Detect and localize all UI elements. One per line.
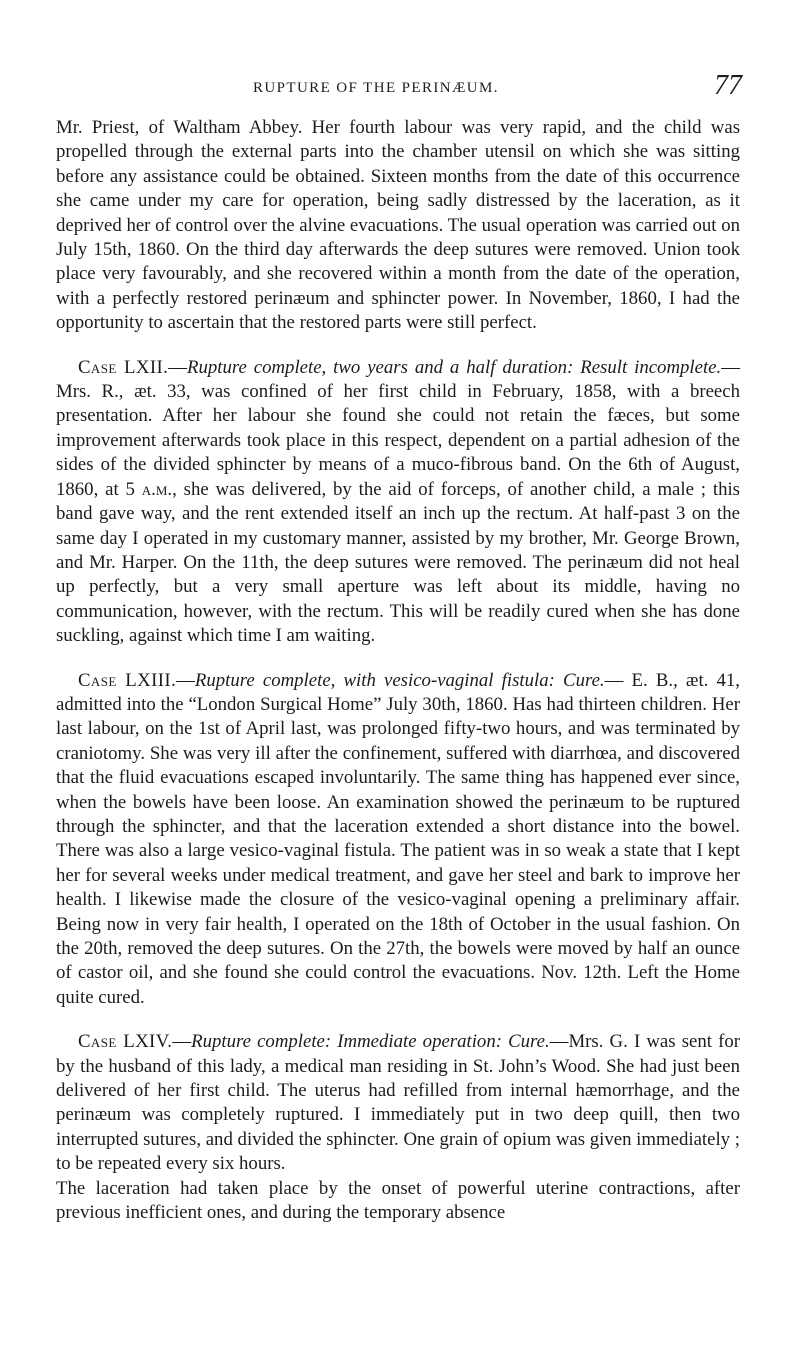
paragraph-case-lxiv [56,1030,740,1176]
case-body: —Mrs. G. I was sent for by the husband of this lady, a medical man residing in St. John’s Wood. She had just been delivered of her first child. The uterus had refilled from internal hæmorrhage, and the perinæum was completely ruptured. I immediately put in two deep quill, then two interrupted sutures, and divided the sphincter. One grain of opium was given immediately ; to be repeated every six hours. [56,1031,740,1175]
body-text [56,116,740,1225]
paragraph-case-lxi-continued: Mr. Priest, of Waltham Abbey. Her fourth labour was very rapid, and the child was propelled through the external parts into the chamber utensil on which she was sitting before any assistance could be obtained. Sixteen months from the date of this occurrence she came under my care for operation, being sadly distressed by the laceration, as it deprived her of control over the alvine evacuations. The usual operation was carried out on July 15th, 1860. On the third day afterwards the deep sutures were removed. Union took place very favourably, and she recovered within a month from the date of the operation, with a perfectly restored perinæum and sphincter power. In November, 1860, I had the opportunity to ascertain that the restored parts were still perfect. [56,117,740,334]
time-marker: a.m. [141,478,173,500]
case-body: — E. B., æt. 41, admitted into the “London Surgical Home” July 30th, 1860. Has had thirteen children. Her last labour, on the 1st of April last, was prolonged fifty-two hours, and was terminated by craniotomy. She was very ill after the confinement, suffered with diarrhœa, and discovered that the fluid evacuations escaped involuntarily. The same thing has happened ever since, when the bowels have been loose. An examination showed the perinæum to be ruptured through the sphincter, and that the laceration extended a short distance into the bowel. There was also a large vesico-vaginal fistula. The patient was in so weak a state that I kept her for several weeks under medical treatment, and gave her steel and bark to improve her health. I likewise made the closure of the vesico-vaginal opening a preliminary affair. Being now in very fair health, I operated on the 18th of October in the usual fashion. On the 20th, removed the deep sutures. On the 27th, the bowels were moved by half an ounce of castor oil, and she found she could control the evacuations. Nov. 12th. Left the Home quite cured. [56,669,740,1008]
dash: — [176,669,195,691]
paragraph-case-lxiii [56,669,740,1011]
dash: — [168,356,188,378]
case-label: Case LXIII. [78,669,177,691]
case-body-continued: , she was delivered, by the aid of forceps, of another child, a male ; this band gave way, and the rent extended itself an inch up the rectum. At half-past 3 on the same day I operated in my customary manner, assisted by my brother, Mr. George Brown, and Mr. Harper. On the 11th, the deep sutures were removed. The perinæum did not heal up perfectly, but a very small aperture was left about its middle, having no communication, however, with the rectum. This will be readily cured when she has done suckling, against which time I am waiting. [56,478,740,647]
page-number: 77 [714,70,742,101]
case-title: Rupture complete, with vesico-vaginal fistula: Cure. [194,669,605,691]
case-label: Case LXIV. [78,1031,173,1053]
running-head: RUPTURE OF THE PERINÆUM. [253,80,499,96]
paragraph-laceration: The laceration had taken place by the onset of powerful uterine contractions, after previous inefficient ones, and during the temporary absence [56,1177,740,1224]
paragraph-case-lxii [56,356,740,649]
case-title: Rupture complete, two years and a half duration: Result incomplete. [187,356,722,378]
case-title: Rupture complete: Immediate operation: Cure. [191,1031,550,1053]
case-label: Case LXII. [78,356,169,378]
case-body: —Mrs. R., æt. 33, was confined of her first child in February, 1858, with a breech presentation. After her labour she found she could not retain the fæces, but some improvement afterwards took place in this respect, dependent on a partial adhesion of the sides of the divided sphincter by means of a muco-fibrous band. On the 6th of August, 1860, at 5 [56,356,740,500]
dash: — [172,1031,192,1053]
